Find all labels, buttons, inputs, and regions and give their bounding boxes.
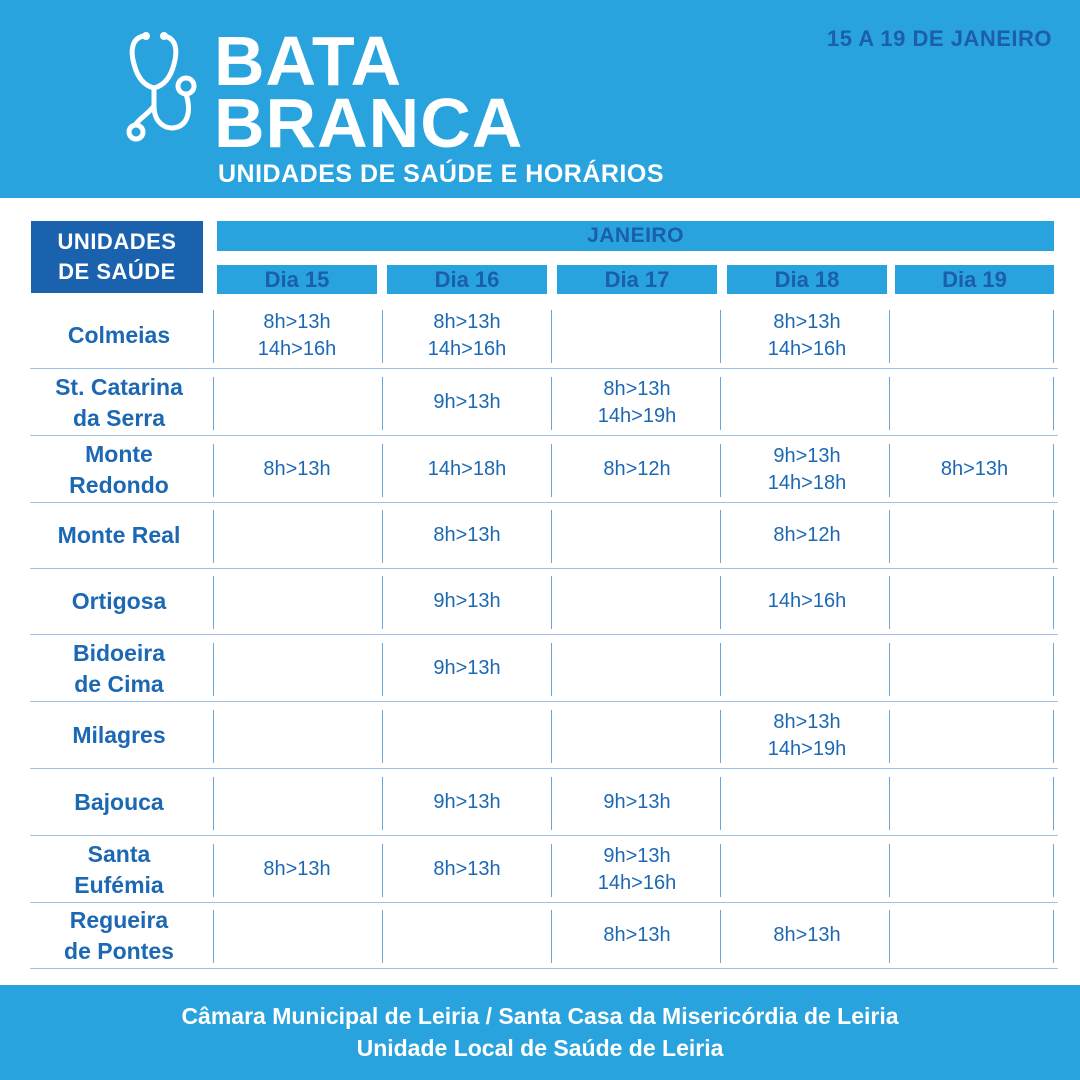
column-divider xyxy=(720,377,721,430)
unit-name-line-1: Monte Real xyxy=(57,522,181,548)
subtitle: UNIDADES DE SAÚDE E HORÁRIOS xyxy=(218,160,664,188)
month-header: JANEIRO xyxy=(217,221,1054,251)
schedule-cell xyxy=(895,568,1054,635)
schedule-cell xyxy=(387,369,547,436)
column-divider xyxy=(551,643,552,696)
schedule-cell xyxy=(727,836,887,903)
column-divider xyxy=(213,710,214,763)
day-header: Dia 17 xyxy=(557,265,717,294)
time-slot: 8h>13h xyxy=(263,310,331,333)
time-slot: 9h>13h xyxy=(433,590,501,612)
time-slot: 8h>12h xyxy=(603,458,671,480)
time-slot: 8h>13h xyxy=(603,924,671,946)
time-slot: 8h>13h xyxy=(263,458,331,480)
schedule-cell xyxy=(557,635,717,702)
time-slot: 14h>19h xyxy=(597,404,677,427)
column-divider xyxy=(382,710,383,763)
schedule-cell xyxy=(727,635,887,702)
column-divider xyxy=(720,844,721,897)
schedule-cell xyxy=(727,902,887,969)
schedule-cell xyxy=(557,436,717,503)
unit-name-line-1: Bidoeira xyxy=(72,639,166,666)
day-header: Dia 15 xyxy=(217,265,377,294)
column-divider xyxy=(551,377,552,430)
column-divider xyxy=(382,377,383,430)
time-slot: 14h>16h xyxy=(597,871,677,894)
column-divider xyxy=(551,710,552,763)
column-divider xyxy=(889,910,890,963)
column-divider xyxy=(551,910,552,963)
footer-banner xyxy=(0,985,1080,1080)
unit-name-line-1: St. Catarina xyxy=(55,373,183,400)
column-divider xyxy=(213,844,214,897)
units-header-line-1: UNIDADES xyxy=(57,229,177,254)
schedule-cell xyxy=(727,702,887,769)
column-divider xyxy=(382,844,383,897)
time-slot: 14h>16h xyxy=(767,337,847,360)
column-divider xyxy=(720,444,721,497)
schedule-cell xyxy=(895,702,1054,769)
schedule-cell xyxy=(217,769,377,836)
unit-name xyxy=(30,635,208,702)
unit-name xyxy=(30,902,208,969)
schedule-cell xyxy=(895,436,1054,503)
column-divider xyxy=(213,777,214,830)
units-header-line-2: DE SAÚDE xyxy=(58,259,176,284)
time-slot: 9h>13h xyxy=(433,791,501,813)
schedule-cell xyxy=(557,702,717,769)
time-slot: 8h>13h xyxy=(773,310,841,333)
footer-line-2: Unidade Local de Saúde de Leiria xyxy=(356,1035,724,1061)
time-slot: 8h>13h xyxy=(603,377,671,400)
schedule-cell xyxy=(895,635,1054,702)
unit-name xyxy=(30,836,208,903)
schedule-cell xyxy=(217,369,377,436)
column-divider xyxy=(720,576,721,629)
column-divider xyxy=(213,444,214,497)
column-divider xyxy=(720,310,721,363)
schedule-cell xyxy=(557,568,717,635)
time-slot: 8h>13h xyxy=(940,458,1009,480)
unit-name-line-2: de Pontes xyxy=(64,937,174,964)
column-divider xyxy=(551,510,552,563)
column-divider xyxy=(551,444,552,497)
schedule-cell xyxy=(557,369,717,436)
unit-name-line-1: Monte xyxy=(85,440,153,467)
unit-name xyxy=(30,502,208,569)
column-divider xyxy=(213,576,214,629)
schedule-cell xyxy=(387,635,547,702)
column-divider xyxy=(551,844,552,897)
column-divider xyxy=(889,844,890,897)
schedule-cell xyxy=(387,502,547,569)
column-divider xyxy=(889,643,890,696)
schedule-cell xyxy=(217,902,377,969)
unit-name-line-1: Milagres xyxy=(72,722,166,748)
column-divider xyxy=(889,777,890,830)
schedule-cell xyxy=(557,302,717,369)
schedule-cell xyxy=(727,502,887,569)
time-slot: 8h>13h xyxy=(433,310,501,333)
time-slot: 8h>13h xyxy=(433,524,501,546)
schedule-cell xyxy=(217,568,377,635)
schedule-cell xyxy=(727,436,887,503)
time-slot: 14h>19h xyxy=(767,737,847,760)
unit-name-line-1: Ortigosa xyxy=(71,588,167,614)
column-divider xyxy=(720,510,721,563)
schedule-cell xyxy=(387,769,547,836)
schedule-cell xyxy=(895,502,1054,569)
schedule-cell xyxy=(895,836,1054,903)
unit-name xyxy=(30,436,208,503)
column-divider xyxy=(382,444,383,497)
schedule-cell xyxy=(217,702,377,769)
column-divider xyxy=(720,777,721,830)
column-divider xyxy=(382,643,383,696)
schedule-cell xyxy=(217,836,377,903)
column-divider xyxy=(720,710,721,763)
time-slot: 8h>13h xyxy=(263,858,331,880)
schedule-cell xyxy=(895,369,1054,436)
schedule-cell xyxy=(557,769,717,836)
time-slot: 9h>13h xyxy=(603,791,671,813)
unit-name-line-2: de Cima xyxy=(74,670,164,697)
unit-name-line-2: Eufémia xyxy=(74,871,164,898)
footer-line-1: Câmara Municipal de Leiria / Santa Casa da Misericórdia de Leiria xyxy=(181,1003,899,1029)
unit-name xyxy=(30,769,208,836)
schedule-cell xyxy=(217,635,377,702)
column-divider xyxy=(213,510,214,563)
time-slot: 8h>12h xyxy=(773,524,841,546)
column-divider xyxy=(551,576,552,629)
unit-name-line-1: Regueira xyxy=(69,906,169,933)
column-divider xyxy=(213,643,214,696)
column-divider xyxy=(382,510,383,563)
schedule-cell xyxy=(387,902,547,969)
schedule-cell xyxy=(727,302,887,369)
units-column-header xyxy=(31,221,203,293)
column-divider xyxy=(720,910,721,963)
column-divider xyxy=(382,777,383,830)
column-divider xyxy=(213,377,214,430)
unit-name-line-1: Bajouca xyxy=(74,789,164,815)
time-slot: 14h>16h xyxy=(257,337,337,360)
schedule-cell xyxy=(387,436,547,503)
schedule-cell xyxy=(895,902,1054,969)
schedule-cell xyxy=(727,568,887,635)
header-banner xyxy=(0,0,1080,198)
unit-name-line-1: Colmeias xyxy=(67,322,171,348)
schedule-cell xyxy=(895,769,1054,836)
column-divider xyxy=(213,910,214,963)
schedule-cell xyxy=(557,502,717,569)
unit-name xyxy=(30,369,208,436)
column-divider xyxy=(889,576,890,629)
unit-name-line-2: Redondo xyxy=(69,471,169,498)
time-slot: 9h>13h xyxy=(603,844,671,867)
column-divider xyxy=(720,643,721,696)
column-divider xyxy=(551,310,552,363)
time-slot: 14h>18h xyxy=(767,471,847,494)
time-slot: 14h>18h xyxy=(427,458,507,480)
date-range: 15 A 19 DE JANEIRO xyxy=(826,26,1052,51)
column-divider xyxy=(382,910,383,963)
schedule-cell xyxy=(217,302,377,369)
unit-name xyxy=(30,568,208,635)
column-divider xyxy=(889,510,890,563)
schedule-cell xyxy=(727,769,887,836)
column-divider xyxy=(889,310,890,363)
schedule-cell xyxy=(387,302,547,369)
column-divider xyxy=(889,710,890,763)
schedule-cell xyxy=(557,902,717,969)
day-header: Dia 16 xyxy=(387,265,547,294)
time-slot: 9h>13h xyxy=(433,391,501,413)
schedule-cell xyxy=(727,369,887,436)
row-divider xyxy=(30,968,1058,969)
unit-name xyxy=(30,702,208,769)
schedule-cell xyxy=(557,836,717,903)
schedule-cell xyxy=(217,436,377,503)
unit-name-line-1: Santa xyxy=(87,840,151,867)
column-divider xyxy=(889,444,890,497)
schedule-cell xyxy=(387,568,547,635)
time-slot: 8h>13h xyxy=(773,710,841,733)
day-header: Dia 18 xyxy=(727,265,887,294)
column-divider xyxy=(213,310,214,363)
time-slot: 8h>13h xyxy=(433,858,501,880)
column-divider xyxy=(551,777,552,830)
day-header: Dia 19 xyxy=(895,265,1054,294)
time-slot: 8h>13h xyxy=(773,924,841,946)
column-divider xyxy=(889,377,890,430)
schedule-cell xyxy=(217,502,377,569)
time-slot: 14h>16h xyxy=(767,590,847,612)
title-line-1: BATA xyxy=(214,22,403,100)
column-divider xyxy=(382,576,383,629)
time-slot: 9h>13h xyxy=(773,444,841,467)
time-slot: 9h>13h xyxy=(433,657,501,679)
title-line-2: BRANCA xyxy=(214,84,524,162)
schedule-cell xyxy=(895,302,1054,369)
schedule-cell xyxy=(387,836,547,903)
unit-name-line-2: da Serra xyxy=(72,404,166,431)
time-slot: 14h>16h xyxy=(427,337,507,360)
column-divider xyxy=(382,310,383,363)
unit-name xyxy=(30,302,208,369)
schedule-cell xyxy=(387,702,547,769)
stethoscope-icon xyxy=(124,28,202,148)
